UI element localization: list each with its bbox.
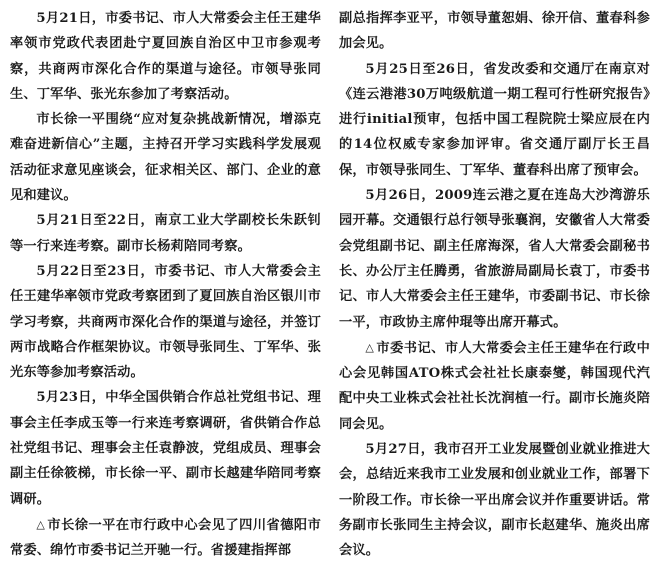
paragraph: 副总指挥李亚平，市领导董恕娟、徐开信、董春科参加会见。 [339,11,650,52]
paragraph: 5月25日至26日，省发改委和交通厅在南京对《连云港港30万吨级航道一期工程可行性研究报告》进行initial预审，包括中国工程院院士梁应辰在内的14位权威专家参加评审。省交通厅副厅长王昌保，市领导张同生、丁军华、董春科出席了预审会。 [339,61,650,178]
paragraph: 5月21日至22日，南京工业大学副校长朱跃钊等一行来连考察。副市长杨莉陪同考察。 [10,213,321,254]
paragraph-text: 市委书记、市人大常委会主任王建华在行政中心会见韩国ATO株式会社社长康泰燮，韩国现代汽配中央工业株式会社社长沈润植一行。副市长施炎陪同会见。 [339,340,651,432]
triangle-marker-icon: △ [365,340,375,354]
paragraph: 5月23日，中华全国供销合作总社党组书记、理事会主任李成玉等一行来连考察调研，省供销合作总社党组书记、理事会主任袁静波，党组成员、理事会副主任徐筱梯，市长徐一平、副市长越建华陪同考察调研。 [10,390,321,507]
paragraph: 5月26日，2009连云港之夏在连岛大沙湾游乐园开幕。交通银行总行领导张襄润，安徽省人大常委会党组副书记、副主任席海深，省人大常委会副秘书长、办公厅主任腾勇，省旅游局副局长袁丁，市委书记、市人大常委会主任王建华，市委副书记、市长徐一平，市政协主席仲琨等出席开幕式。 [339,188,650,330]
paragraph: 市长徐一平围绕“应对复杂挑战新情况，增添克难奋进新信心”主题，主持召开学习实践科学发展观活动征求意见座谈会，征求相关区、部门、企业的意见和建议。 [10,112,321,204]
paragraph-text: 市长徐一平在市行政中心会见了四川省德阳市常委、绵竹市委书记兰开驰一行。省援建指挥部 [10,517,322,559]
paragraph: 5月27日，我市召开工业发展暨创业就业推进大会，总结近来我市工业发展和创业就业工作，部署下一阶段工作。市长徐一平出席会议并作重要讲话。常务副市长张同生主持会议，副市长赵建华、施炎出席会议。 [339,442,650,559]
right-column [337,6,650,564]
paragraph: 5月21日，市委书记、市人大常委会主任王建华率领市党政代表团赴宁夏回族自治区中卫市参观考察，共商两市深化合作的渠道与途径。市领导张同生、丁军华、张光东参加了考察活动。 [10,11,321,102]
paragraph: 5月22日至23日，市委书记、市人大常委会主任王建华率领市党政考察团到了夏回族自治区银川市学习考察，共商两市深化合作的渠道与途径，并签订两市战略合作框架协议。市领导张同生、丁军华、张光东等参加考察活动。 [10,263,321,381]
paragraph-with-triangle-marker [339,335,650,437]
left-column [10,6,323,564]
paragraph-with-triangle-marker [10,512,321,564]
triangle-marker-icon: △ [36,517,46,531]
